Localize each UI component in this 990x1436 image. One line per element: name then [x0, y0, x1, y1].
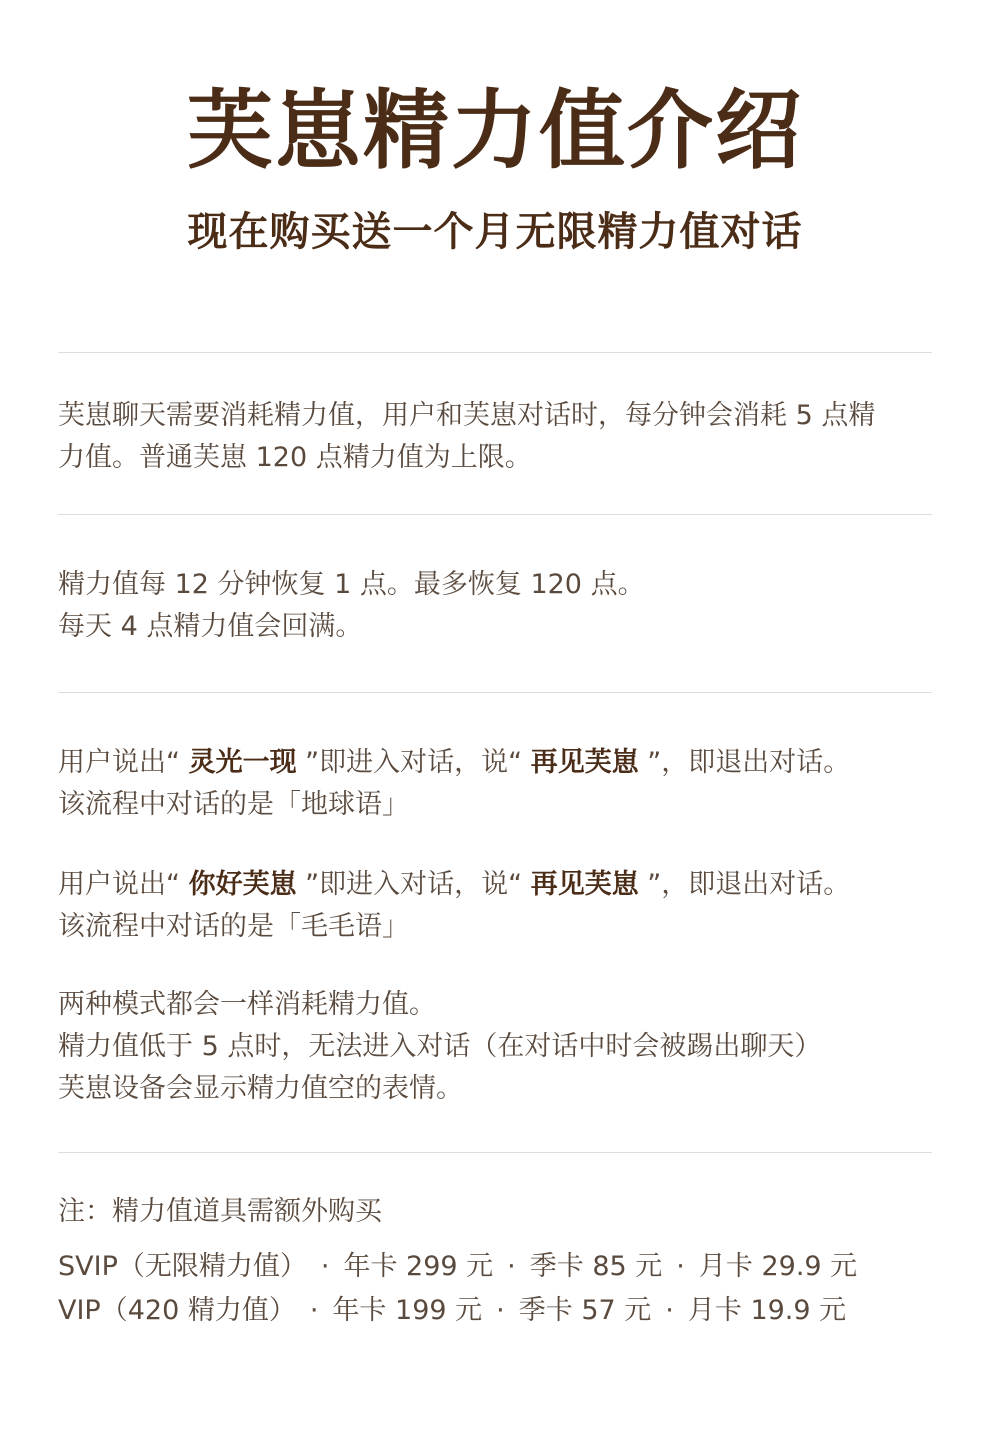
paragraph-line: 精力值每 12 分钟恢复 1 点。最多恢复 120 点。	[58, 569, 645, 600]
exit-keyword: 再见芙崽	[530, 747, 639, 778]
divider	[58, 514, 932, 515]
paragraph-line: 该流程中对话的是「毛毛语」	[58, 911, 409, 942]
separator-dot: ·	[320, 1251, 330, 1282]
section-shared-rules	[58, 984, 938, 1110]
separator-dot: ·	[309, 1295, 319, 1326]
mode-instruction-line: 用户说出“ 灵光一现 ”即进入对话，说“ 再见芙崽 ”，即退出对话。	[58, 747, 851, 778]
paragraph-line: 两种模式都会一样消耗精力值。	[58, 989, 436, 1020]
section-energy-recovery	[58, 564, 938, 648]
separator-dot: ·	[665, 1295, 674, 1326]
plan-yearly-price: 年卡 199 元	[332, 1295, 483, 1326]
plan-yearly-price: 年卡 299 元	[343, 1251, 494, 1282]
plan-monthly-price: 月卡 29.9 元	[698, 1251, 858, 1282]
section-mode-furry-language	[58, 864, 938, 948]
plan-quarterly-price: 季卡 57 元	[518, 1295, 652, 1326]
paragraph-line: 该流程中对话的是「地球语」	[58, 789, 409, 820]
plan-quarterly-price: 季卡 85 元	[529, 1251, 663, 1282]
paragraph-line: 芙崽设备会显示精力值空的表情。	[58, 1073, 463, 1104]
pricing-row-svip	[58, 1253, 857, 1280]
paragraph-line: 力值。普通芙崽 120 点精力值为上限。	[58, 442, 532, 473]
plan-name: SVIP（无限精力值）	[58, 1251, 307, 1282]
separator-dot: ·	[496, 1295, 505, 1326]
paragraph-line: 每天 4 点精力值会回满。	[58, 611, 363, 642]
pricing-note: 注：精力值道具需额外购买	[58, 1196, 382, 1227]
paragraph-line: 精力值低于 5 点时，无法进入对话（在对话中时会被踢出聊天）	[58, 1031, 822, 1062]
page-subtitle: 现在购买送一个月无限精力值对话	[187, 209, 803, 255]
divider	[58, 1152, 932, 1153]
plan-monthly-price: 月卡 19.9 元	[687, 1295, 847, 1326]
page-title: 芙崽精力值介绍	[187, 81, 803, 181]
paragraph-line: 芙崽聊天需要消耗精力值，用户和芙崽对话时，每分钟会消耗 5 点精	[58, 400, 876, 431]
pricing-row-vip	[58, 1297, 846, 1324]
mode-instruction-line: 用户说出“ 你好芙崽 ”即进入对话，说“ 再见芙崽 ”，即退出对话。	[58, 869, 851, 900]
enter-keyword: 灵光一现	[188, 747, 297, 778]
separator-dot: ·	[676, 1251, 685, 1282]
enter-keyword: 你好芙崽	[188, 869, 297, 900]
separator-dot: ·	[507, 1251, 516, 1282]
plan-name: VIP（420 精力值）	[58, 1295, 296, 1326]
section-energy-consumption	[58, 395, 938, 479]
section-mode-earth-language	[58, 742, 938, 826]
exit-keyword: 再见芙崽	[530, 869, 639, 900]
divider	[58, 692, 932, 693]
divider	[58, 352, 932, 353]
